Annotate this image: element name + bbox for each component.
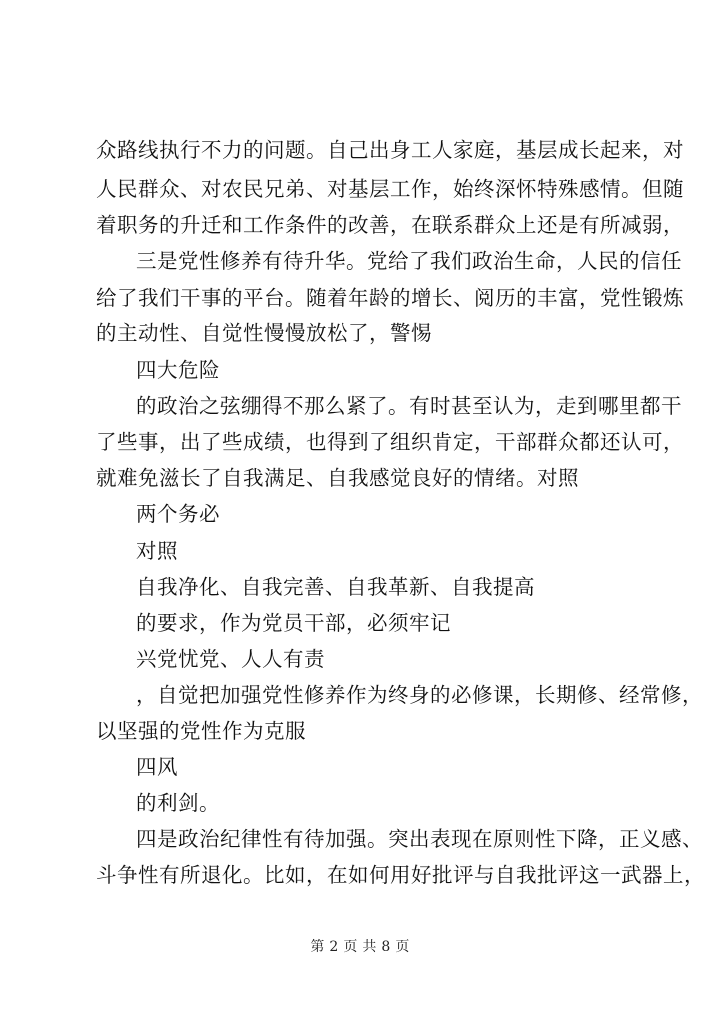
text-line: 就难免滋长了自我满足、自我感觉良好的情绪。对照 [96, 466, 579, 490]
text-line: 斗争性有所退化。比如，在如何用好批评与自我批评这一武器上， [96, 863, 705, 887]
text-line: 四大危险 [136, 358, 220, 382]
text-line: 对照 [136, 539, 178, 563]
text-line: 了些事，出了些成绩，也得到了组织肯定，干部群众都还认可， [96, 430, 684, 454]
text-line: 给了我们干事的平台。随着年龄的增长、阅历的丰富，党性锻炼 [96, 286, 684, 310]
text-line: 的政治之弦绷得不那么紧了。有时甚至认为，走到哪里都干 [136, 394, 682, 418]
text-line: 的主动性、自觉性慢慢放松了，警惕 [96, 321, 432, 345]
text-line: 众路线执行不力的问题。自己出身工人家庭，基层成长起来，对 [96, 138, 684, 162]
text-line: 的利剑。 [136, 791, 220, 815]
paragraph-start-line: 四是政治纪律性有待加强。突出表现在原则性下降，正义感、 [136, 827, 703, 851]
page-number-footer: 第 2 页 共 8 页 [310, 939, 410, 955]
text-line: 以坚强的党性作为克服 [96, 719, 306, 743]
text-line: 人民群众、对农民兄弟、对基层工作，始终深怀特殊感情。但随 [96, 177, 684, 201]
text-line: 自我净化、自我完善、自我革新、自我提高 [136, 575, 535, 599]
text-line: 着职务的升迁和工作条件的改善，在联系群众上还是有所减弱， [96, 213, 684, 237]
text-line: 两个务必 [136, 502, 220, 526]
text-line: 兴党忧党、人人有责 [136, 647, 325, 671]
text-line: ，自觉把加强党性修养作为终身的必修课，长期修、经常修， [136, 683, 703, 707]
paragraph-start-line: 三是党性修养有待升华。党给了我们政治生命，人民的信任 [136, 249, 682, 273]
text-line: 四风 [136, 755, 178, 779]
text-line: 的要求，作为党员干部，必须牢记 [136, 611, 451, 635]
